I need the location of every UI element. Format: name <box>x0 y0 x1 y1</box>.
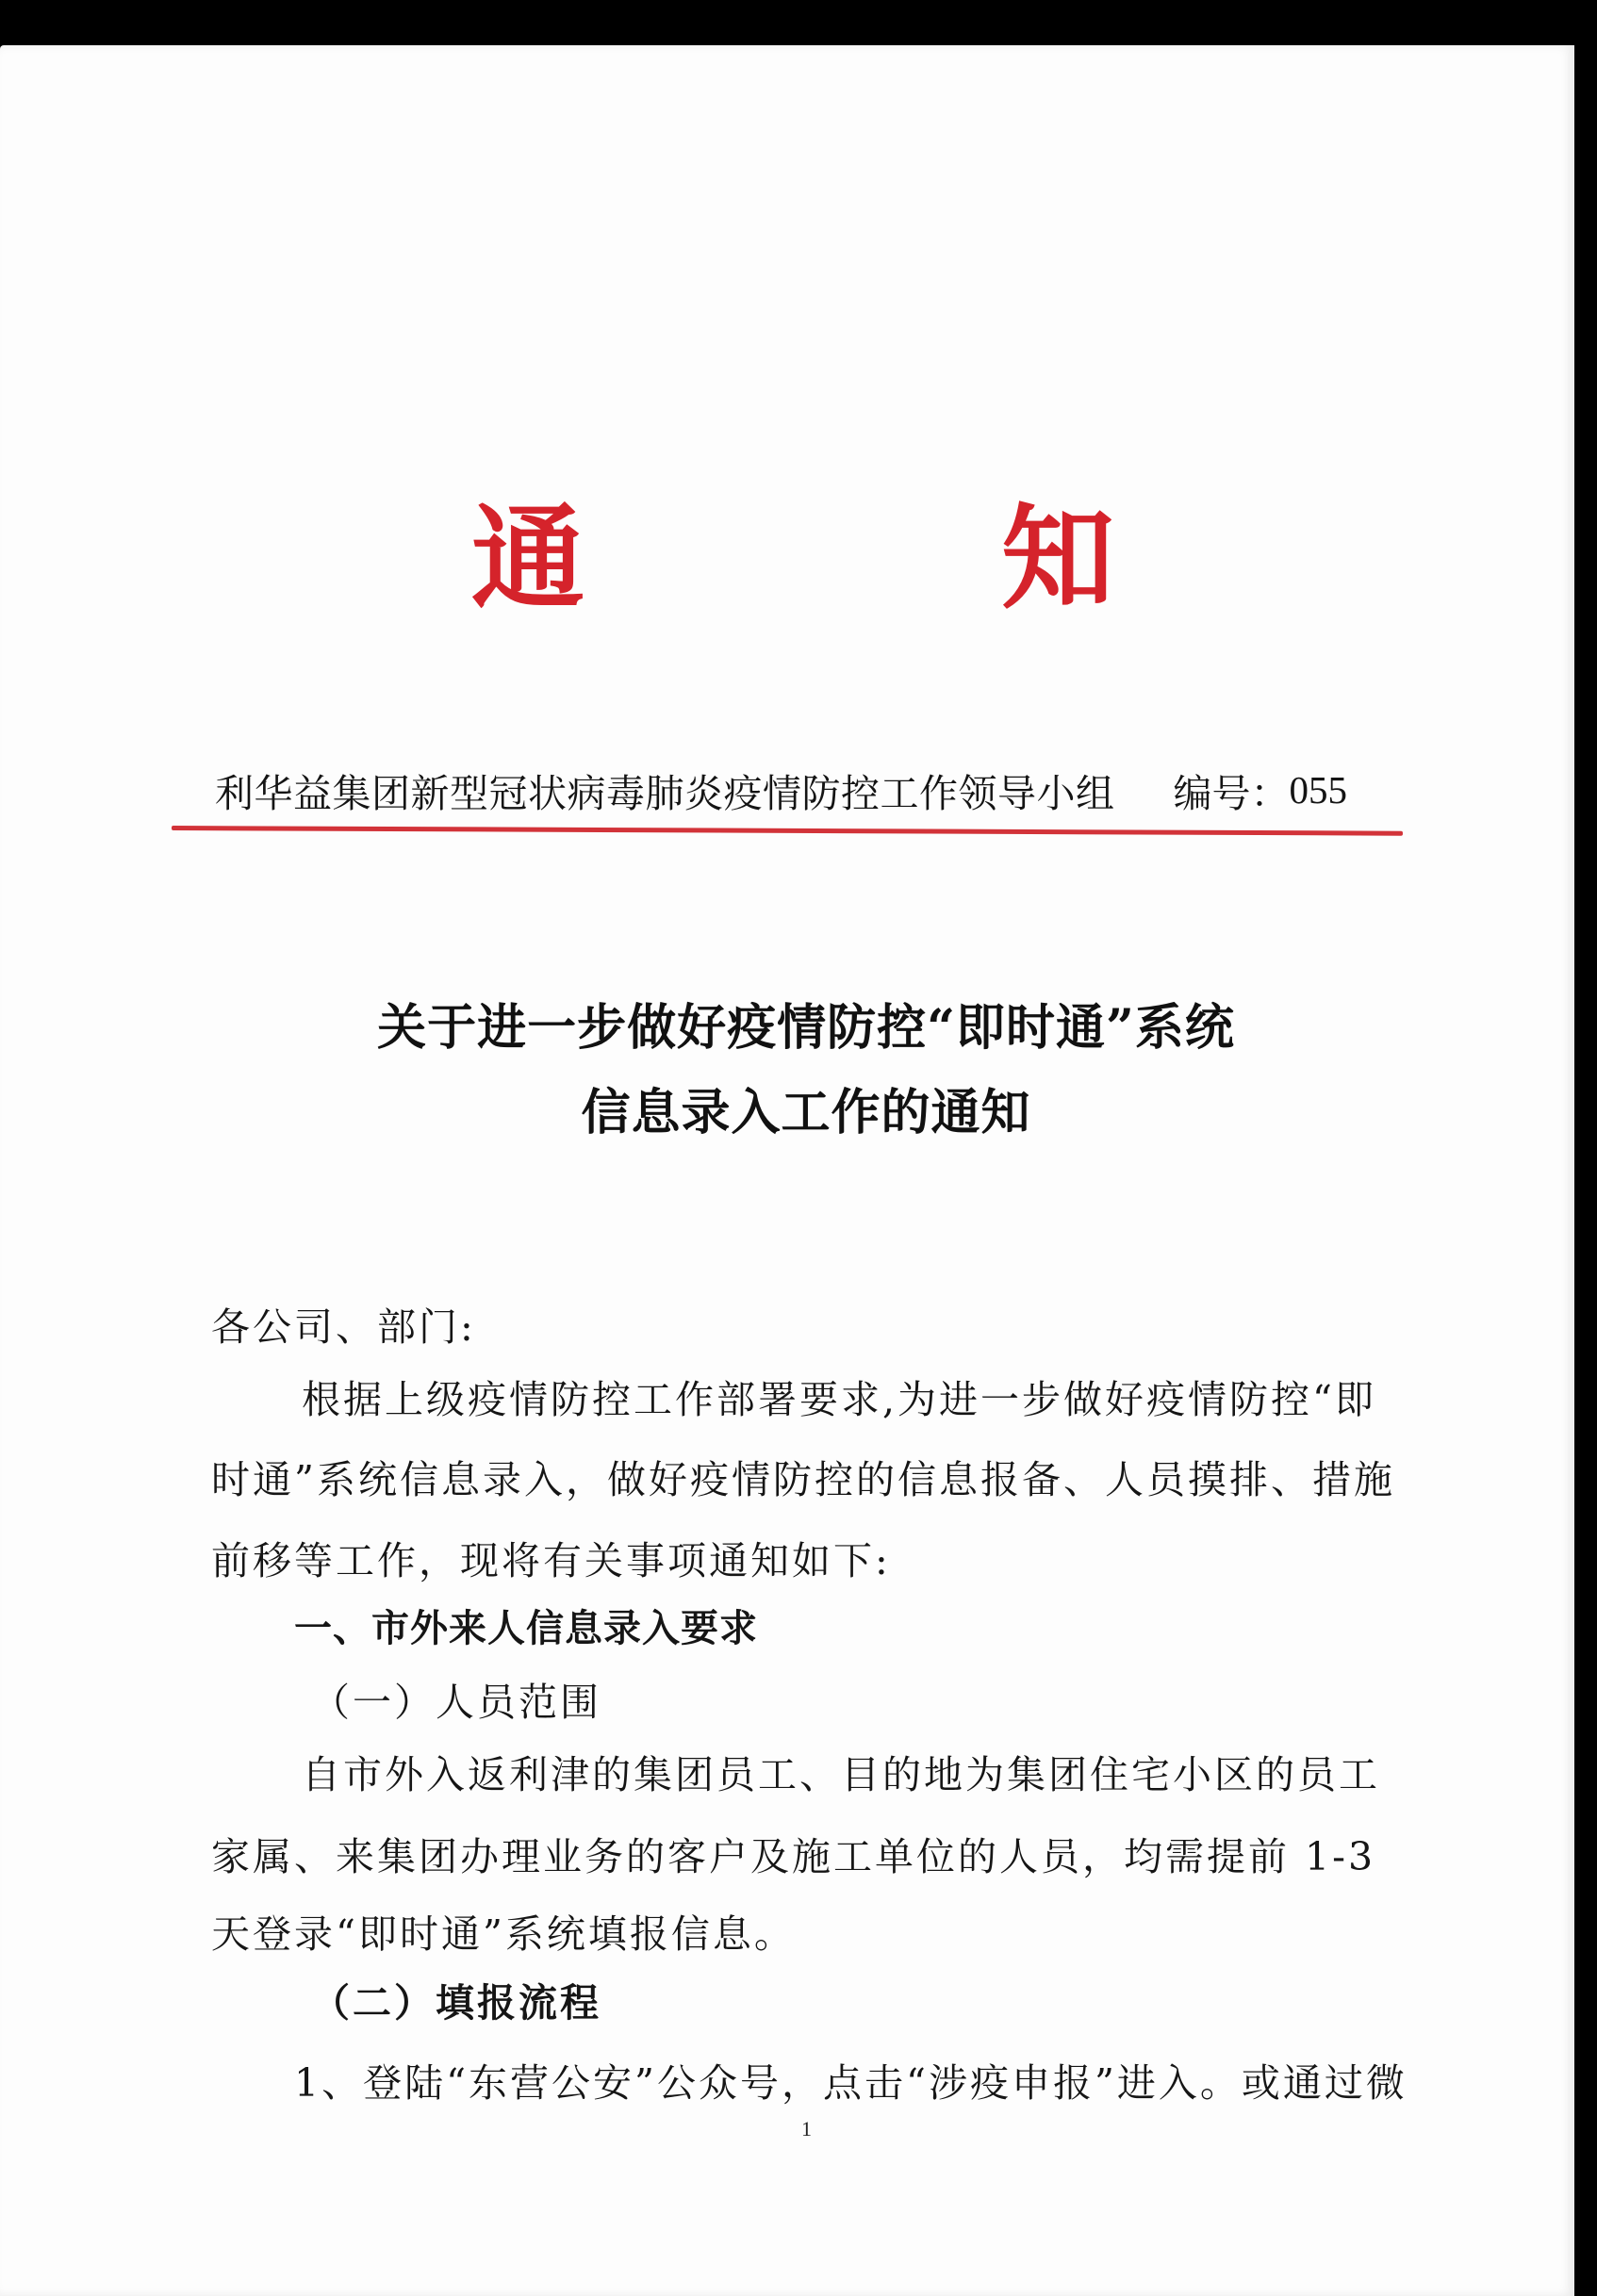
doc-number-label: 编号： <box>1173 770 1290 816</box>
salutation: 各公司、部门: <box>211 1304 476 1350</box>
section-heading: 一、市外来人信息录入要求 <box>294 1607 758 1650</box>
document-sheet <box>0 45 1574 2296</box>
subsection-heading: （一）人员范围 <box>311 1680 601 1725</box>
page-number: 1 <box>801 2117 812 2140</box>
issuer-name: 利华益集团新型冠状病毒肺炎疫情防控工作领导小组 <box>215 770 1115 816</box>
document-title-line-2: 信息录入工作的通知 <box>581 1084 1031 1141</box>
doc-number-value: 055 <box>1289 768 1347 812</box>
subsection-heading: （二）填报流程 <box>311 1980 601 2025</box>
paragraph-line: 家属、来集团办理业务的客户及施工单位的人员，均需提前 1-3 <box>211 1834 1376 1879</box>
paragraph-line: 时通”系统信息录入，做好疫情防控的信息报备、人员摸排、措施 <box>211 1457 1395 1502</box>
heading-char-tong: 通 <box>471 492 584 625</box>
paragraph-line: 1、登陆“东营公安”公众号，点击“涉疫申报”进入。或通过微 <box>294 2060 1408 2106</box>
heading-char-zhi: 知 <box>1001 492 1114 625</box>
paragraph-line: 天登录“即时通”系统填报信息。 <box>211 1911 796 1957</box>
paragraph-line: 自市外入返利津的集团员工、目的地为集团住宅小区的员工 <box>302 1752 1380 1797</box>
issuer-line <box>215 760 1393 820</box>
document-title-line-1: 关于进一步做好疫情防控“即时通”系统 <box>377 999 1235 1057</box>
red-divider-rule <box>172 826 1403 836</box>
paragraph-line: 根据上级疫情防控工作部署要求,为进一步做好疫情防控“即 <box>302 1377 1376 1422</box>
paragraph-line: 前移等工作，现将有关事项通知如下: <box>211 1538 891 1583</box>
